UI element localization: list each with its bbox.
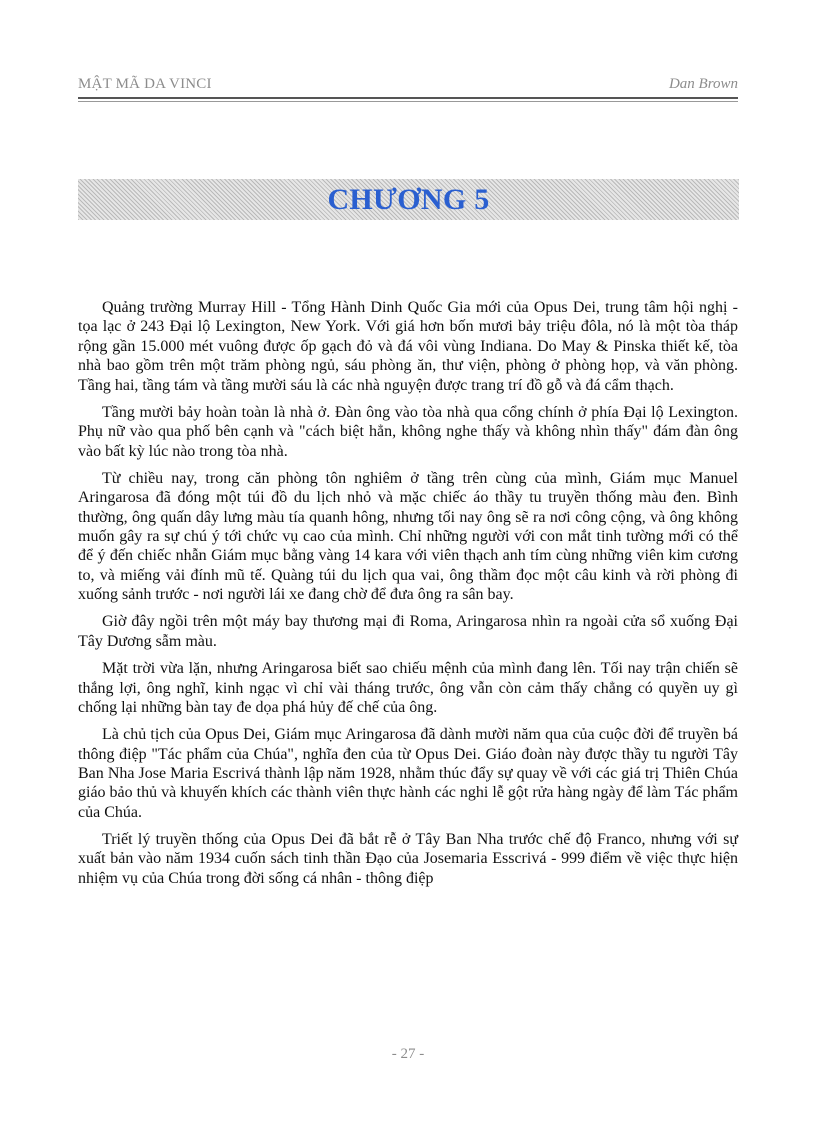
chapter-heading-band xyxy=(78,179,739,220)
paragraph: Tầng mười bảy hoàn toàn là nhà ở. Đàn ông vào tòa nhà qua cổng chính ở phía Đại lộ Lexington. Phụ nữ vào qua phố bên cạnh và "cách biệt hẳn, không nghe thấy và không nhìn thấy" đám đàn ông vào bất kỳ lúc nào trong tòa nhà. xyxy=(78,403,738,460)
book-title: MẬT MÃ DA VINCI xyxy=(78,76,212,92)
paragraph: Từ chiều nay, trong căn phòng tôn nghiêm ở tầng trên cùng của mình, Giám mục Manuel Aringarosa đã đóng một túi đồ du lịch nhỏ và mặc chiếc áo thầy tu truyền thống màu đen. Bình thường, ông quấn dây lưng màu tía quanh hông, nhưng tối nay ông sẽ ra nơi công cộng, và ông không muốn gây ra sự chú ý tới chức vụ cao của mình. Chỉ những người với con mắt tinh tường mới có thể để ý đến chiếc nhẫn Giám mục bằng vàng 14 kara với viên thạch anh tím cùng những viên kim cương to, và miếng vải đính mũ tế. Quàng túi du lịch qua vai, ông thầm đọc một câu kinh và rời phòng đi xuống sảnh trước - nơi người lái xe đang chờ để đưa ông ra sân bay. xyxy=(78,469,738,604)
paragraph: Triết lý truyền thống của Opus Dei đã bắt rễ ở Tây Ban Nha trước chế độ Franco, nhưng với sự xuất bản vào năm 1934 cuốn sách tinh thần Đạo của Josemaria Esscrivá - 999 điểm về việc thực hiện nhiệm vụ của Chúa trong đời sống cá nhân - thông điệp xyxy=(78,830,738,887)
chapter-body xyxy=(78,298,738,896)
chapter-title: CHƯƠNG 5 xyxy=(327,183,490,216)
paragraph: Giờ đây ngồi trên một máy bay thương mại đi Roma, Aringarosa nhìn ra ngoài cửa sổ xuống Đại Tây Dương sẫm màu. xyxy=(78,613,738,650)
paragraph: Quảng trường Murray Hill - Tổng Hành Dinh Quốc Gia mới của Opus Dei, trung tâm hội nghị - tọa lạc ở 243 Đại lộ Lexington, New York. Với giá hơn bốn mươi bảy triệu đôla, nó là một tòa tháp rộng gần 15.000 mét vuông được ốp gạch đỏ và đá vôi vùng Indiana. Do May & Pinska thiết kế, tòa nhà bao gồm trên một trăm phòng ngủ, sáu phòng ăn, thư viện, phòng ở phòng họp, và văn phòng. Tầng hai, tầng tám và tầng mười sáu là các nhà nguyện được trang trí đồ gỗ và đá cẩm thạch. xyxy=(78,299,738,394)
page-number: - 27 - xyxy=(391,1046,425,1062)
header-rule xyxy=(78,97,738,99)
paragraph: Mặt trời vừa lặn, nhưng Aringarosa biết sao chiếu mệnh của mình đang lên. Tối nay trận chiến sẽ thắng lợi, ông nghĩ, kinh ngạc vì chỉ vài tháng trước, ông vẫn còn cảm thấy chẳng có quyền uy gì chống lại những bàn tay đe dọa phá hủy đế chế của ông. xyxy=(78,660,738,716)
header-rule-thin xyxy=(78,101,738,102)
running-header xyxy=(78,76,738,96)
author-name: Dan Brown xyxy=(668,76,738,92)
paragraph: Là chủ tịch của Opus Dei, Giám mục Aringarosa đã dành mười năm qua của cuộc đời để truyền bá thông điệp "Tác phẩm của Chúa", nghĩa đen của từ Opus Dei. Giáo đoàn này được thầy tu người Tây Ban Nha Jose Maria Escrivá thành lập năm 1928, nhằm thúc đẩy sự quay về với các giá trị Thiên Chúa giáo bảo thủ và khuyến khích các thành viên thực hành các nghi lễ gột rửa hàng ngày để làm Tác phẩm của Chúa. xyxy=(78,726,738,821)
